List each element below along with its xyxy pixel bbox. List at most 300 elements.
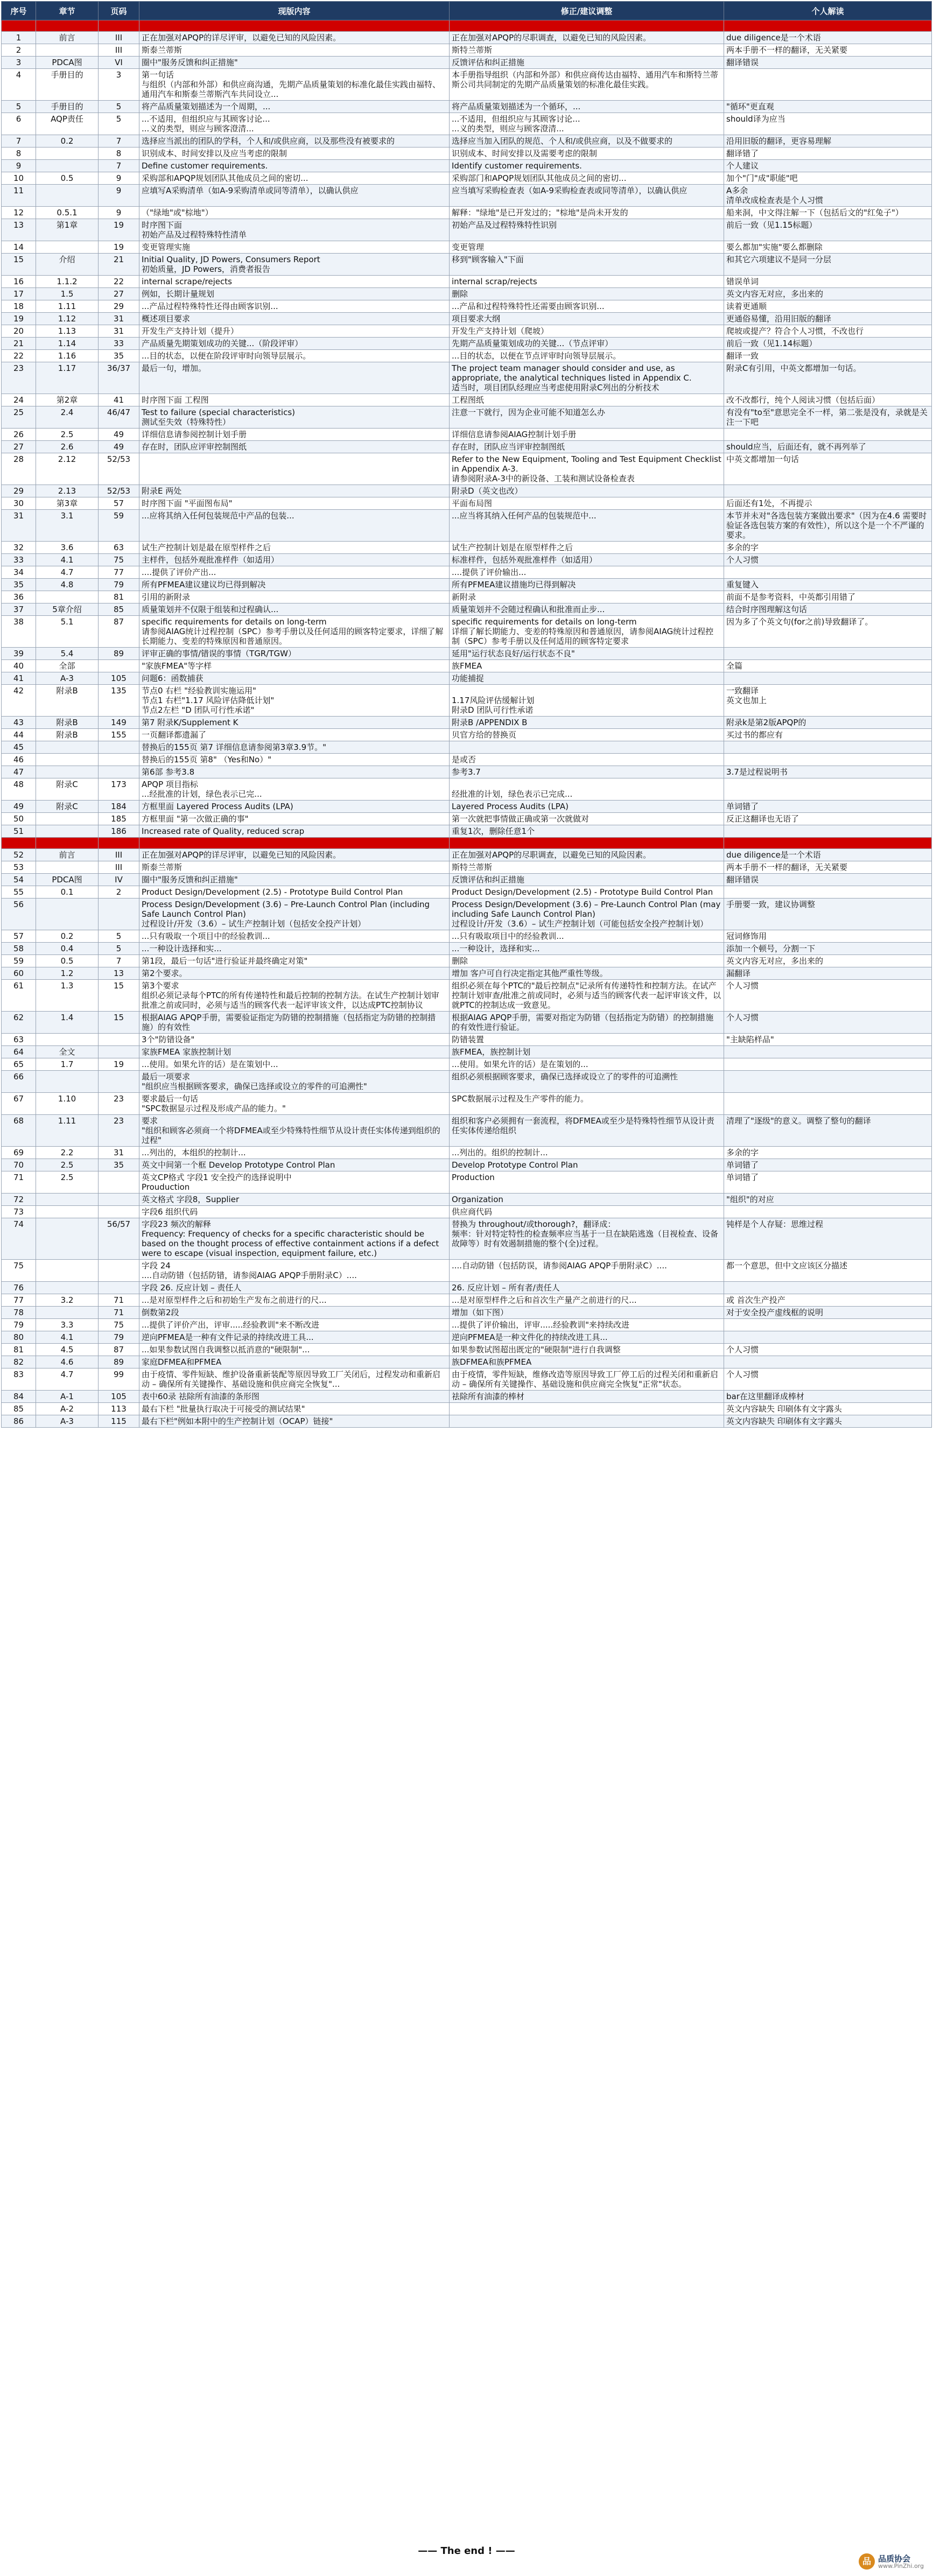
cell-chapter: 2.5 [36,429,99,441]
cell-page: 89 [99,1356,139,1368]
cell-page: 13 [99,967,139,980]
cell-seq: 21 [2,338,36,350]
cell-current: 节点0 右栏 "经验教训实施运用" 节点1 右栏"1.17 风险评估降低计划" 节点2左栏 "D 团队可行性承诺" [139,685,450,717]
cell-note: 个人习惯 [724,1012,932,1034]
cell-current: 第2个要求。 [139,967,450,980]
cell-chapter: 3.1 [36,510,99,542]
cell-page [99,660,139,672]
cell-current: 要求 "组织和顾客必须商一个将DFMEA或至少特殊特性细节从设计责任实体传递到组织的过程" [139,1115,450,1147]
cell-note [724,648,932,660]
cell-revised: Production [450,1171,724,1194]
cell-seq: 1 [2,32,36,44]
cell-current: 圈中"服务反馈和纠正措施" [139,874,450,886]
cell-page [99,754,139,766]
cell-chapter: 附录B [36,717,99,729]
cell-seq: 85 [2,1403,36,1415]
cell-page: 7 [99,160,139,172]
table-row [2,69,932,101]
cell-page [99,1034,139,1046]
table-row [2,566,932,579]
cell-seq: 64 [2,1046,36,1058]
cell-page: IV [99,874,139,886]
cell-current [139,20,450,32]
table-row [2,813,932,825]
cell-chapter: 1.10 [36,1093,99,1115]
cell-note: 要么都加"实施"要么都删除 [724,241,932,254]
cell-revised: ...目的状态，以便在节点评审时向领导层展示。 [450,350,724,362]
cell-seq: 25 [2,406,36,429]
cell-note [724,566,932,579]
cell-revised: 应当填写采购检查表（如A-9采购检查表或同等清单），以确认供应 [450,185,724,207]
cell-current: internal scrape/rejects [139,276,450,288]
cell-seq: 41 [2,672,36,685]
cell-note [724,1206,932,1218]
cell-revised: 所有PFMEA建议措施均已得到解决 [450,579,724,591]
cell-chapter [36,1206,99,1218]
cell-current: 替换后的155页 第7 详细信息请参阅第3章3.9节。" [139,741,450,754]
logo-title: 品质协会 [878,2554,911,2564]
cell-chapter: 3.6 [36,542,99,554]
table-row [2,930,932,943]
cell-note [724,838,932,849]
cell-note: 个人习惯 [724,554,932,566]
cell-revised: ....提供了评价输出... [450,566,724,579]
cell-note [724,1331,932,1344]
cell-page: 63 [99,542,139,554]
corrections-table [1,1,932,1428]
cell-page: 85 [99,603,139,616]
cell-note: 爬坡或提产？符合个人习惯，不改也行 [724,325,932,338]
cell-page: 3 [99,69,139,101]
cell-note: 漏翻译 [724,967,932,980]
cell-revised: 组织必须在每个PTC的"最后控制点"记录所有传递特性和控制方法。在试产控制计划审查/批准之前或同时，必须与适当的顾客代表一起评审该文件，以就PTC的控制达成一致意见。 [450,980,724,1012]
cell-page [99,838,139,849]
cell-revised: 重复1次，删除任意1个 [450,825,724,838]
cell-seq: 9 [2,160,36,172]
cell-chapter: PDCA图 [36,874,99,886]
table-row [2,1368,932,1391]
section-divider-row [2,838,932,849]
cell-chapter [36,1260,99,1282]
cell-current: 第1段，最后一句话"进行验证并最终确定对策" [139,955,450,967]
cell-chapter: 4.1 [36,1331,99,1344]
cell-seq: 54 [2,874,36,886]
cell-seq: 65 [2,1058,36,1071]
cell-page: 22 [99,276,139,288]
cell-revised: Develop Prototype Control Plan [450,1159,724,1171]
cell-current: 应填写A采购清单（如A-9采购清单或同等清单），以确认供应 [139,185,450,207]
cell-seq: 84 [2,1391,36,1403]
cell-revised: internal scrap/rejects [450,276,724,288]
cell-revised: 存在时，团队应当评审控制图纸 [450,441,724,453]
cell-chapter: 前言 [36,849,99,861]
cell-current: 将产品质量策划描述为一个周期，... [139,101,450,113]
cell-revised: 族FMEA [450,660,724,672]
table-row [2,1071,932,1093]
cell-revised: 反馈评估和纠正措施 [450,874,724,886]
cell-chapter [36,838,99,849]
cell-chapter [36,1282,99,1294]
cell-current: ...只有吸取一个项目中的经验教训... [139,930,450,943]
cell-note [724,741,932,754]
section-divider-row [2,20,932,32]
cell-seq: 57 [2,930,36,943]
cell-revised: 解释："绿地"是已开发过的；"棕地"是尚未开发的 [450,207,724,219]
cell-seq: 45 [2,741,36,754]
cell-chapter [36,741,99,754]
cell-seq: 29 [2,485,36,497]
cell-note: should应当，后面还有，就不再列举了 [724,441,932,453]
cell-note: 改不改都行，纯个人阅读习惯（包括后面） [724,394,932,406]
cell-chapter: PDCA图 [36,57,99,69]
table-row [2,754,932,766]
cell-page [99,1206,139,1218]
cell-page: 23 [99,1115,139,1147]
cell-seq: 76 [2,1282,36,1294]
table-row [2,300,932,313]
cell-chapter: 全文 [36,1046,99,1058]
cell-current [139,453,450,485]
cell-chapter: 1.14 [36,338,99,350]
cell-current: 详细信息请参阅控制计划手册 [139,429,450,441]
cell-seq: 34 [2,566,36,579]
table-row [2,497,932,510]
cell-current: ....提供了评价产出... [139,566,450,579]
cell-current: 评审正确的事情/错误的事情（TGR/TGW） [139,648,450,660]
cell-page: 9 [99,185,139,207]
table-row [2,849,932,861]
table-row [2,441,932,453]
cell-note: 个人习惯 [724,980,932,1012]
cell-note: 多余的字 [724,1147,932,1159]
cell-note [724,429,932,441]
cell-revised: 本手册指导组织（内部和外部）和供应商传达由福特、通用汽车和斯特兰蒂斯公司共同制定的先期产品质量策划的标准化最佳实践。 [450,69,724,101]
cell-revised: 新附录 [450,591,724,603]
table-row [2,219,932,241]
cell-current: 质量策划并不仅限于组装和过程确认... [139,603,450,616]
table-row [2,778,932,801]
cell-revised: ...使用。如果允许的话）是在策划的... [450,1058,724,1071]
cell-current [139,838,450,849]
cell-page: 5 [99,930,139,943]
cell-revised: 工程图纸 [450,394,724,406]
cell-chapter: 1.17 [36,362,99,394]
cell-seq: 35 [2,579,36,591]
cell-chapter: 1.11 [36,300,99,313]
cell-current: 时序图下面 初始产品及过程特殊特性清单 [139,219,450,241]
cell-chapter [36,591,99,603]
cell-seq: 8 [2,148,36,160]
cell-revised: 是或否 [450,754,724,766]
cell-revised: 附录B /APPENDIX B [450,717,724,729]
cell-current: 逆向PFMEA是一种有文件记录的持续改进工具... [139,1331,450,1344]
cell-current: 一页翻译都遗漏了 [139,729,450,741]
table-row [2,160,932,172]
cell-revised: 延用"运行状态良好/运行状态不良" [450,648,724,660]
cell-current: 试生产控制计划是最在原型样件之后 [139,542,450,554]
cell-current: 第7 附录K/Supplement K [139,717,450,729]
cell-chapter: 4.7 [36,1368,99,1391]
table-row [2,741,932,754]
cell-seq: 24 [2,394,36,406]
cell-seq: 19 [2,313,36,325]
cell-revised: 逆向PFMEA是一种文件化的持续改进工具... [450,1331,724,1344]
cell-note: 加个"门"成"职能"吧 [724,172,932,185]
cell-page: 31 [99,1147,139,1159]
cell-page: 52/53 [99,485,139,497]
cell-page: 99 [99,1368,139,1391]
cell-note: A多余 清单改成检查表是个人习惯 [724,185,932,207]
cell-note [724,485,932,497]
cell-note: 有没有"to至"意思完全不一样，第二张是没有，录就是关注一下吧 [724,406,932,429]
cell-chapter: 4.7 [36,566,99,579]
cell-chapter [36,44,99,57]
table-row [2,185,932,207]
cell-page: 35 [99,1159,139,1171]
cell-current: ...产品过程特殊特性还得由顾客识别... [139,300,450,313]
cell-seq: 63 [2,1034,36,1046]
cell-chapter: 4.6 [36,1356,99,1368]
cell-seq: 78 [2,1307,36,1319]
cell-note [724,778,932,801]
cell-note: 两本手册不一样的翻译，无关紧要 [724,44,932,57]
cell-seq: 79 [2,1319,36,1331]
table-row [2,554,932,566]
table-row [2,429,932,441]
cell-revised: SPC数据展示过程及生产零件的能力。 [450,1093,724,1115]
cell-revised: 质量策划并不会随过程确认和批准而止步... [450,603,724,616]
cell-note: 结合时序图理解这句话 [724,603,932,616]
cell-chapter: 2.5 [36,1159,99,1171]
cell-current: Process Design/Development (3.6) – Pre-Launch Control Plan (including Safe Launch Control Plan) 过程设计/开发（3.6）– 试生产控制计划（包括安全投产计划） [139,899,450,930]
cell-chapter: 1.5 [36,288,99,300]
cell-seq: 27 [2,441,36,453]
table-row [2,861,932,874]
cell-chapter [36,813,99,825]
cell-page: 7 [99,955,139,967]
cell-current: "家族FMEA"等字样 [139,660,450,672]
table-row [2,1171,932,1194]
cell-current: Initial Quality, JD Powers, Consumers Report 初始质量，JD Powers，消费者报告 [139,254,450,276]
cell-revised: Identify customer requirements. [450,160,724,172]
cell-page: 186 [99,825,139,838]
table-row [2,1331,932,1344]
cell-current: ...如果参数试图自我调整以抵消意的"硬限制"... [139,1344,450,1356]
cell-page: 41 [99,394,139,406]
cell-seq: 13 [2,219,36,241]
cell-revised: 平面布局图 [450,497,724,510]
cell-current: 家庭DFMEA和PFMEA [139,1356,450,1368]
cell-revised: 防错装置 [450,1034,724,1046]
cell-chapter: 1.2 [36,967,99,980]
table-row [2,542,932,554]
cell-note: 添加一个顿号，分割一下 [724,943,932,955]
cell-revised: 删除 [450,955,724,967]
table-row [2,1147,932,1159]
cell-chapter: 0.1 [36,886,99,899]
cell-current: ...应将其纳入任何包装规范中产品的包装... [139,510,450,542]
cell-seq: 75 [2,1260,36,1282]
cell-revised: 将产品质量策划描述为一个循环，... [450,101,724,113]
cell-current: 最后一项要求 "组织应当根据顾客要求，确保已选择或设立的零件的可追溯性" [139,1071,450,1093]
cell-chapter: 手册目的 [36,69,99,101]
cell-current: 所有PFMEA建议建议均已得到解决 [139,579,450,591]
cell-page: 71 [99,1294,139,1307]
cell-note: "循环"更直观 [724,101,932,113]
table-row [2,616,932,648]
cell-current: 正在加强对APQP的详尽评审，以避免已知的风险因素。 [139,849,450,861]
cell-current: Define customer requirements. [139,160,450,172]
table-row [2,603,932,616]
cell-note: 附录C有引用，中英文都增加一句话。 [724,362,932,394]
cell-page: 31 [99,325,139,338]
cell-current: ...目的状态，以便在阶段评审时向领导层展示。 [139,350,450,362]
cell-note: 钝样是个人存疑：思维过程 [724,1218,932,1260]
cell-note: 附录k是第2版APQP的 [724,717,932,729]
header-current: 现版内容 [139,2,450,20]
cell-chapter: 4.5 [36,1344,99,1356]
cell-chapter [36,20,99,32]
table-row [2,967,932,980]
cell-revised: ...提供了评价输出，评审.....经验教训"来持续改进 [450,1319,724,1331]
cell-chapter: 1.7 [36,1058,99,1071]
table-row [2,1093,932,1115]
cell-current: 字段23 频次的解释 Frequency: Frequency of checks for a specific characteristic should be based on the thought process of effective containment actions if a defect were to escape (visual inspection, equipment failure, etc.) [139,1218,450,1260]
cell-current: APQP 项目指标 ...经批准的计划，绿色表示已完... [139,778,450,801]
cell-current: ...一种设计选择和实... [139,943,450,955]
cell-seq: 58 [2,943,36,955]
cell-seq: 32 [2,542,36,554]
cell-page [99,899,139,930]
cell-chapter [36,1194,99,1206]
cell-seq: 56 [2,899,36,930]
cell-chapter: 附录B [36,729,99,741]
cell-revised: 族FMEA，族控制计划 [450,1046,724,1058]
cell-revised: 识别成本、时间安排以及需要考虑的限制 [450,148,724,160]
cell-current: 选择应当派出的团队的学科，个人和/或供应商，以及那些没有被要求的 [139,135,450,148]
cell-seq: 18 [2,300,36,313]
cell-current: Increased rate of Quality, reduced scrap [139,825,450,838]
cell-page [99,741,139,754]
cell-page: III [99,861,139,874]
cell-revised: 斯特兰蒂斯 [450,44,724,57]
cell-page: 7 [99,135,139,148]
cell-revised: ...是对原型样件之后和首次生产量产之前进行的尺... [450,1294,724,1307]
cell-current: 问题6：函数捕获 [139,672,450,685]
cell-revised: 项目要求大纲 [450,313,724,325]
cell-current: 产品质量先期策划成功的关键...（阶段评审） [139,338,450,350]
cell-current: ...列出的，本组织的控制计... [139,1147,450,1159]
cell-seq: 46 [2,754,36,766]
cell-chapter [36,1034,99,1046]
table-row [2,1282,932,1294]
table-row [2,955,932,967]
cell-page: 5 [99,943,139,955]
cell-revised [450,838,724,849]
cell-page: 33 [99,338,139,350]
cell-seq: 14 [2,241,36,254]
cell-current: 概述项目要求 [139,313,450,325]
cell-page: 71 [99,1307,139,1319]
table-row [2,207,932,219]
cell-note: 翻译错误 [724,874,932,886]
table-row [2,172,932,185]
cell-note [724,1356,932,1368]
cell-current: 识别成本、时间安排以及应当考虑的限制 [139,148,450,160]
cell-current: 倒数第2段 [139,1307,450,1319]
cell-seq: 3 [2,57,36,69]
cell-note: 两本手册不一样的翻译，无关紧要 [724,861,932,874]
table-row [2,1344,932,1356]
cell-seq: 51 [2,825,36,838]
cell-chapter: A-1 [36,1391,99,1403]
table-row [2,113,932,135]
cell-current: 时序图下面 工程图 [139,394,450,406]
cell-page: III [99,849,139,861]
cell-seq: 66 [2,1071,36,1093]
table-row [2,943,932,955]
cell-chapter [36,766,99,778]
table-row [2,672,932,685]
cell-revised: Refer to the New Equipment, Tooling and Test Equipment Checklist in Appendix A-3. 请参阅附录A-3中的新设备、工装和测试设备检查表 [450,453,724,485]
cell-chapter: 0.5 [36,172,99,185]
table-row [2,406,932,429]
cell-page: 105 [99,672,139,685]
cell-page [99,1194,139,1206]
cell-seq: 71 [2,1171,36,1194]
cell-page: 15 [99,980,139,1012]
cell-note: 买过书的都应有 [724,729,932,741]
table-row [2,1012,932,1034]
cell-chapter: AQP责任 [36,113,99,135]
cell-page: 59 [99,510,139,542]
cell-seq: 12 [2,207,36,219]
cell-chapter: 1.4 [36,1012,99,1034]
cell-revised: 祛除所有油漆的棒材 [450,1391,724,1403]
table-header-row [2,2,932,20]
table-row [2,148,932,160]
cell-chapter: 2.6 [36,441,99,453]
cell-revised: Layered Process Audits (LPA) [450,801,724,813]
cell-chapter: 1.3 [36,980,99,1012]
cell-seq: 53 [2,861,36,874]
cell-note: 英文内容无对应，多出来的 [724,955,932,967]
cell-revised: 组织和客户必须拥有一套流程，将DFMEA或至少是特殊特性细节从设计责任实体传递给组织 [450,1115,724,1147]
cell-revised: 标准样件，包括外观批准样件（如适用） [450,554,724,566]
cell-seq: 2 [2,44,36,57]
cell-chapter: 3.2 [36,1294,99,1307]
table-row [2,313,932,325]
cell-revised: 正在加强对APQP的尽职调查，以避免已知的风险因素。 [450,32,724,44]
cell-note: 清理了"逐级"的意义。调整了整句的翻译 [724,1115,932,1147]
table-row [2,1319,932,1331]
cell-note [724,1282,932,1294]
cell-page: 35 [99,350,139,362]
table-row [2,101,932,113]
cell-chapter: 3.3 [36,1319,99,1331]
cell-page: 21 [99,254,139,276]
cell-seq: 30 [2,497,36,510]
cell-revised: 采购部门和APQP规划团队其他成员之间的密切... [450,172,724,185]
cell-page: VI [99,57,139,69]
cell-note: 一致翻译 英文也加上 [724,685,932,717]
cell-page: 75 [99,554,139,566]
cell-chapter [36,899,99,930]
table-row [2,394,932,406]
cell-page: 52/53 [99,453,139,485]
cell-seq: 52 [2,849,36,861]
cell-page: 115 [99,1415,139,1428]
